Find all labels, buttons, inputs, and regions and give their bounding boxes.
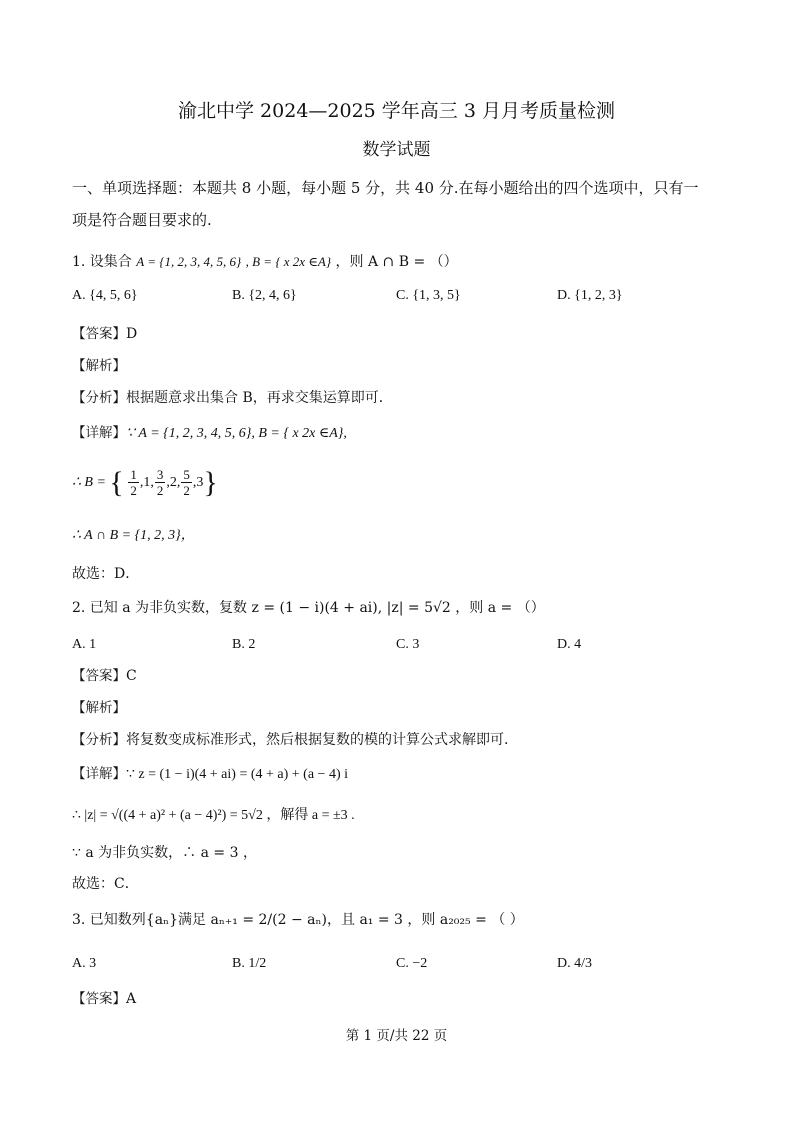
detail-step-1: ∵ z = (1 − i)(4 + ai) = (4 + a) + (a − 4) i [126, 767, 348, 782]
question-2-option-b: B. 2 [232, 637, 256, 652]
fraction-1-2: $\frac{1}{2}$ [130, 467, 137, 499]
question-2-option-a: A. 1 [72, 637, 97, 652]
question-1-answer [72, 324, 137, 344]
fenxi-text: 根据题意求出集合 B，再求交集运算即可． [126, 390, 393, 406]
question-2-fenxi: 【分析】将复数变成标准形式，然后根据复数的模的计算公式求解即可. [72, 732, 509, 748]
xiangjie-tag: 【详解】 [72, 425, 126, 441]
question-2-answer: 【答案】C [72, 668, 137, 684]
brace-left: { [109, 465, 124, 499]
question-1-prefix: 1. 设集合 [72, 254, 132, 270]
question-2-stem: 2. 已知 a 为非负实数，复数 z = (1 − i)(4 + ai), |z| = 5√2 ，则 a = （） [72, 600, 545, 616]
question-3-option-a: A. 3 [72, 956, 97, 971]
question-1-analysis-tag: 【解析】 [72, 358, 126, 374]
question-2-step-2: ∴ |z| = √((4 + a)² + (a − 4)²) = 5√2 ，解得 a = ±3 . [72, 808, 355, 823]
page-footer: 第 1 页/共 22 页 [345, 1028, 448, 1044]
question-2-option-d: D. 4 [557, 637, 582, 652]
section-instruction-line2: 项是符合题目要求的. [72, 211, 212, 229]
question-1-set-a: A = {1, 2, 3, 4, 5, 6} [136, 254, 242, 269]
question-3-option-c: C. −2 [396, 956, 428, 971]
question-1-option-c: C. {1, 3, 5} [396, 288, 461, 303]
question-1-step-3: ∴ A ∩ B = {1, 2, 3}， [72, 528, 195, 543]
question-1-detail [72, 423, 347, 444]
question-1-choose: 故选：D． [72, 566, 140, 582]
page-subtitle: 数学试题 [362, 140, 431, 160]
answer-value: D [126, 326, 138, 342]
question-1-set-b: , B = { x 2x ∈A} [245, 254, 332, 269]
question-1-step-2: ∴ B = { $\frac{1}{2}$ ,1, $\frac{3}{2}$ ,2, $\frac{5}{2}$ ,3} [72, 465, 218, 499]
fraction-5-2: $\frac{5}{2}$ [183, 467, 190, 499]
section-instruction-line1: 一、单项选择题：本题共 8 小题，每小题 5 分，共 40 分.在每小题给出的四个选项中，只有一 [72, 179, 699, 197]
question-1-ask: ，则 A ∩ B = （） [335, 254, 458, 270]
step-2-prefix: ∴ B = [72, 475, 106, 490]
question-2-step-3: ∵ a 为非负实数，∴ a = 3 ， [72, 845, 257, 861]
question-1-option-d: D. {1, 2, 3} [557, 288, 623, 303]
question-3-option-d: D. 4/3 [557, 956, 592, 971]
detail-step-1: ∵ A = {1, 2, 3, 4, 5, 6}, B = { x 2x ∈A}, [126, 426, 347, 441]
question-2-choose: 故选：C． [72, 876, 139, 892]
question-1-option-b: B. {2, 4, 6} [232, 288, 297, 303]
question-3-stem: 3. 已知数列{aₙ}满足 aₙ₊₁ = 2/(2 − aₙ)，且 a₁ = 3 ，则 a₂₀₂₅ = （ ） [72, 912, 524, 928]
question-1-fenxi [72, 388, 393, 408]
question-1-option-a: A. {4, 5, 6} [72, 288, 138, 303]
fraction-3-2: $\frac{3}{2}$ [156, 467, 164, 499]
question-3-answer: 【答案】A [72, 991, 137, 1007]
answer-tag: 【答案】 [72, 326, 126, 342]
page-title: 渝北中学 2024—2025 学年高三 3 月月考质量检测 [178, 100, 615, 122]
question-2-option-c: C. 3 [396, 637, 420, 652]
question-2-analysis-tag: 【解析】 [72, 700, 126, 716]
question-2-detail: 【详解】∵ z = (1 − i)(4 + ai) = (4 + a) + (a − 4) i [72, 766, 348, 782]
fenxi-tag: 【分析】 [72, 390, 126, 406]
question-1-stem [72, 252, 458, 272]
brace-right: } [203, 465, 218, 499]
question-3-option-b: B. 1/2 [232, 956, 267, 971]
